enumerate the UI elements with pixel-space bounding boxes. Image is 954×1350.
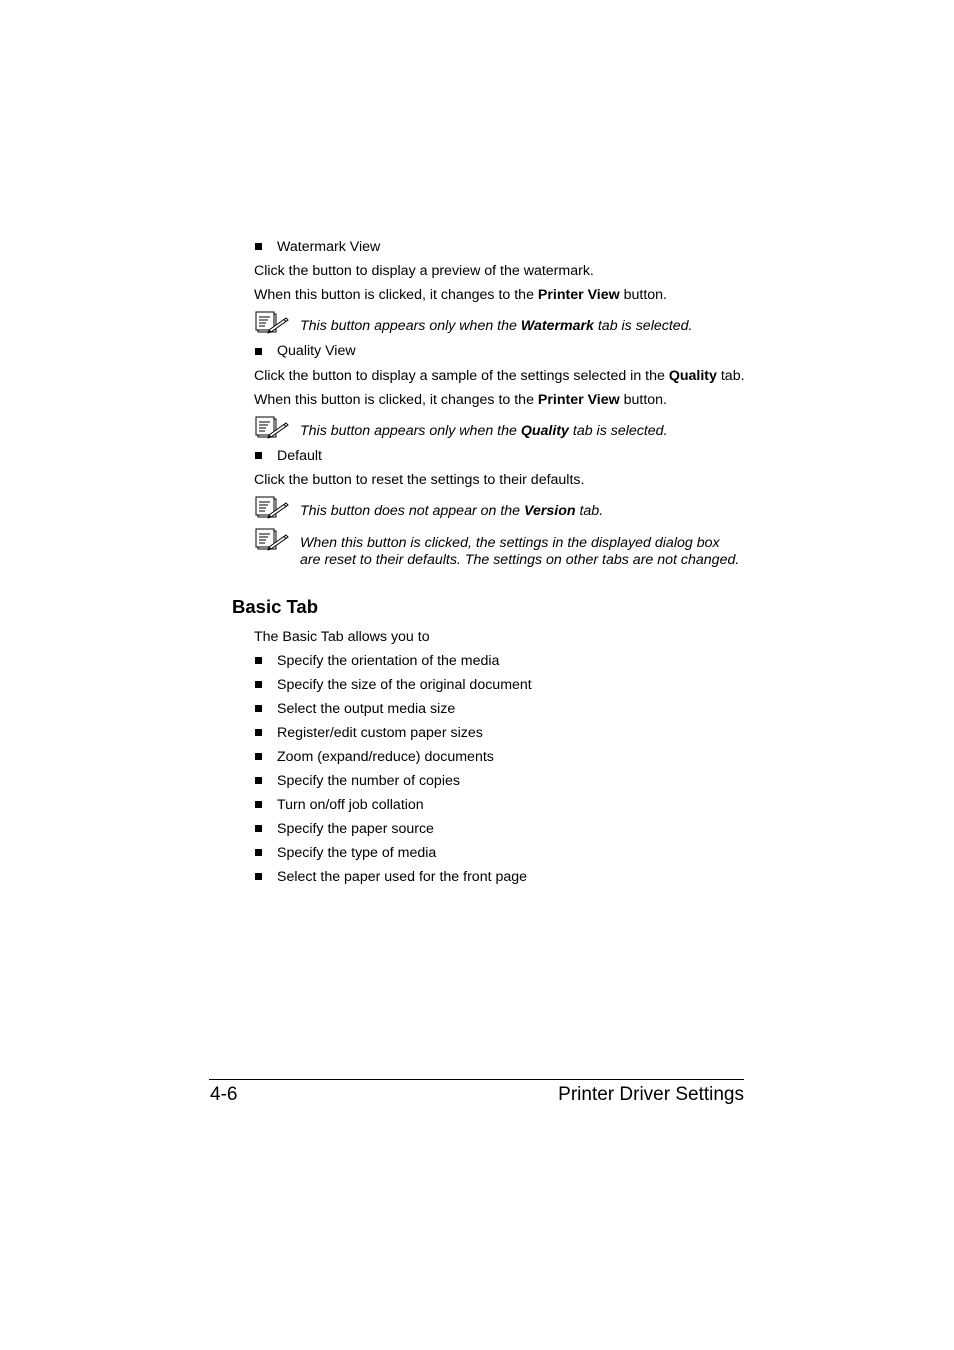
bullet-square [255,849,262,856]
list-item: Specify the number of copies [277,773,460,789]
default-note-reset-line1: When this button is clicked, the settings in the displayed dialog box [300,535,720,551]
list-item: Register/edit custom paper sizes [277,725,483,741]
bullet-square [255,681,262,688]
item-title-quality-view: Quality View [277,343,356,359]
item-title-default: Default [277,448,322,464]
bullet-square [255,348,262,355]
default-note-version: This button does not appear on the Version tab. [300,503,604,519]
list-item: Zoom (expand/reduce) documents [277,749,494,765]
bullet-square [255,873,262,880]
list-item: Specify the paper source [277,821,434,837]
list-item: Select the output media size [277,701,456,717]
footer-page-number: 4-6 [210,1084,238,1105]
note-icon [255,416,291,440]
section-heading-basic-tab: Basic Tab [232,596,319,617]
note-icon [255,311,291,335]
note-icon [255,528,291,552]
bullet-square [255,801,262,808]
bullet-square [255,777,262,784]
watermark-view-description: Click the button to display a preview of the watermark. [254,263,594,279]
bullet-square [255,753,262,760]
bullet-square [255,705,262,712]
bullet-square [255,452,262,459]
quality-view-note: This button appears only when the Quality tab is selected. [300,423,668,439]
list-item: Select the paper used for the front page [277,869,528,885]
list-item: Turn on/off job collation [277,797,424,813]
bullet-square [255,657,262,664]
default-note-reset-line2: are reset to their defaults. The settings on other tabs are not changed. [300,552,740,568]
note-icon [255,496,291,520]
watermark-view-change-text: When this button is clicked, it changes to the Printer View button. [254,287,667,303]
footer-section-title: Printer Driver Settings [558,1084,744,1105]
list-item: Specify the size of the original document [277,677,532,693]
quality-view-change-text: When this button is clicked, it changes to the Printer View button. [254,392,667,408]
item-title-watermark-view: Watermark View [277,239,381,255]
bullet-square [255,825,262,832]
basic-tab-intro: The Basic Tab allows you to [254,629,430,645]
watermark-view-note: This button appears only when the Watermark tab is selected. [300,318,693,334]
list-item: Specify the type of media [277,845,437,861]
default-description: Click the button to reset the settings to their defaults. [254,472,585,488]
bullet-square [255,729,262,736]
footer-rule [209,1079,744,1080]
bullet-square [255,243,262,250]
quality-view-description: Click the button to display a sample of the settings selected in the Quality tab. [254,368,745,384]
list-item: Specify the orientation of the media [277,653,500,669]
